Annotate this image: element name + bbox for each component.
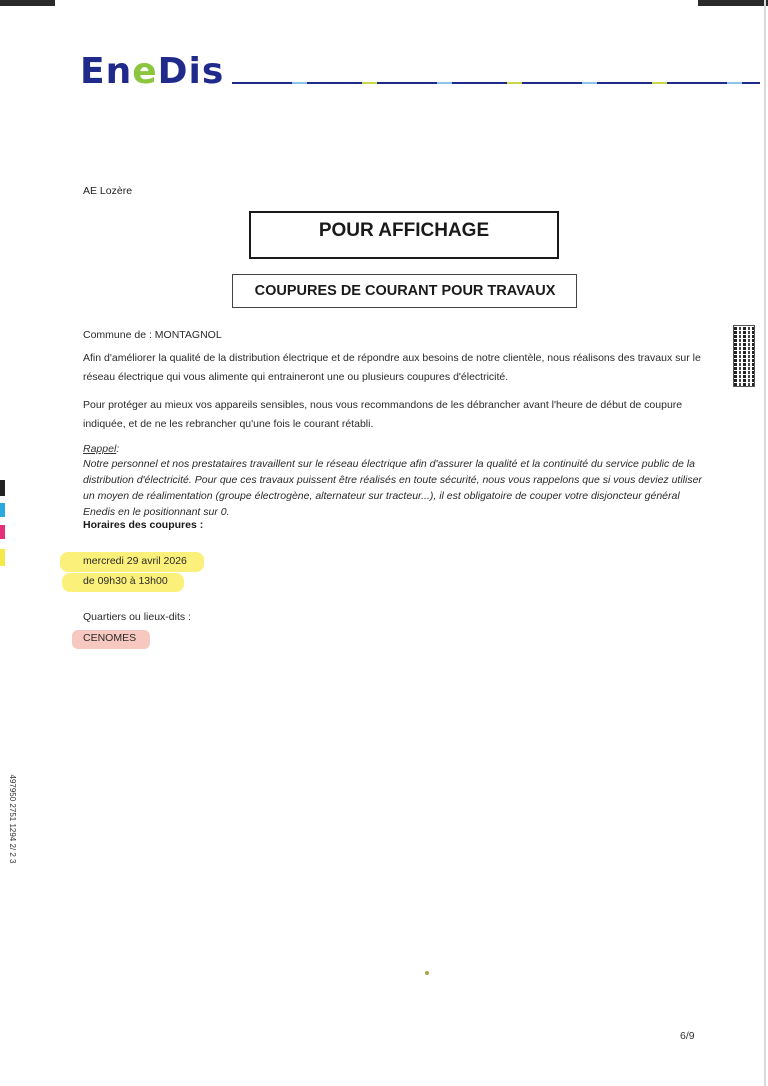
scan-speck	[425, 971, 429, 975]
outage-time: de 09h30 à 13h00	[83, 575, 168, 587]
scan-bar-left	[0, 0, 55, 6]
outage-date: mercredi 29 avril 2026	[83, 555, 187, 567]
page-title: POUR AFFICHAGE	[318, 220, 490, 241]
color-mark-yellow	[0, 549, 5, 566]
logo-rule	[232, 82, 760, 84]
enedis-logo: EneDis	[80, 51, 225, 92]
color-mark-black	[0, 480, 5, 496]
color-mark-magenta	[0, 525, 5, 539]
rappel-text: Notre personnel et nos prestataires travaillent sur le réseau électrique afin d'assurer la qualité et la continuité du service public de la distribution d'électricité. Pour que ces travaux puissent être réalisés en toute sécurité, nous vous rappelons que si vous deviez utiliser un moyen de réalimentation (groupe électrogène, alternateur sur tracteur...), il est obligatoire de couper votre disjoncteur général Enedis en le positionnant sur 0.	[83, 458, 702, 518]
quartier-name: CENOMES	[83, 632, 137, 644]
page-number: 6/9	[680, 1030, 695, 1042]
paragraph-intro: Afin d'améliorer la qualité de la distribution électrique et de répondre aux besoins de notre clientèle, nous réalisons des travaux sur le réseau électrique qui vous alimente qui entraineront une ou plusieurs coupures d'électricité.	[83, 352, 701, 383]
horaires-label: Horaires des coupures :	[83, 519, 204, 531]
paragraph-advice: Pour protéger au mieux vos appareils sensibles, nous vous recommandons de les débrancher avant l'heure de début de coupure indiquée, et de ne les rebrancher qu'une fois le courant rétabli.	[83, 399, 683, 430]
scan-bar-right	[698, 0, 768, 6]
page-subtitle: COUPURES DE COURANT POUR TRAVAUX	[254, 283, 556, 299]
commune: Commune de : MONTAGNOL	[83, 329, 222, 341]
quartiers-label: Quartiers ou lieux-dits :	[83, 611, 191, 623]
rappel-heading: Rappel:	[83, 443, 120, 455]
side-code: 497950 2751 1294 2/ 2 3	[8, 774, 17, 864]
sender: AE Lozère	[83, 185, 133, 197]
color-mark-cyan	[0, 503, 5, 517]
datamatrix-code	[733, 325, 755, 387]
page-edge	[764, 0, 766, 1086]
